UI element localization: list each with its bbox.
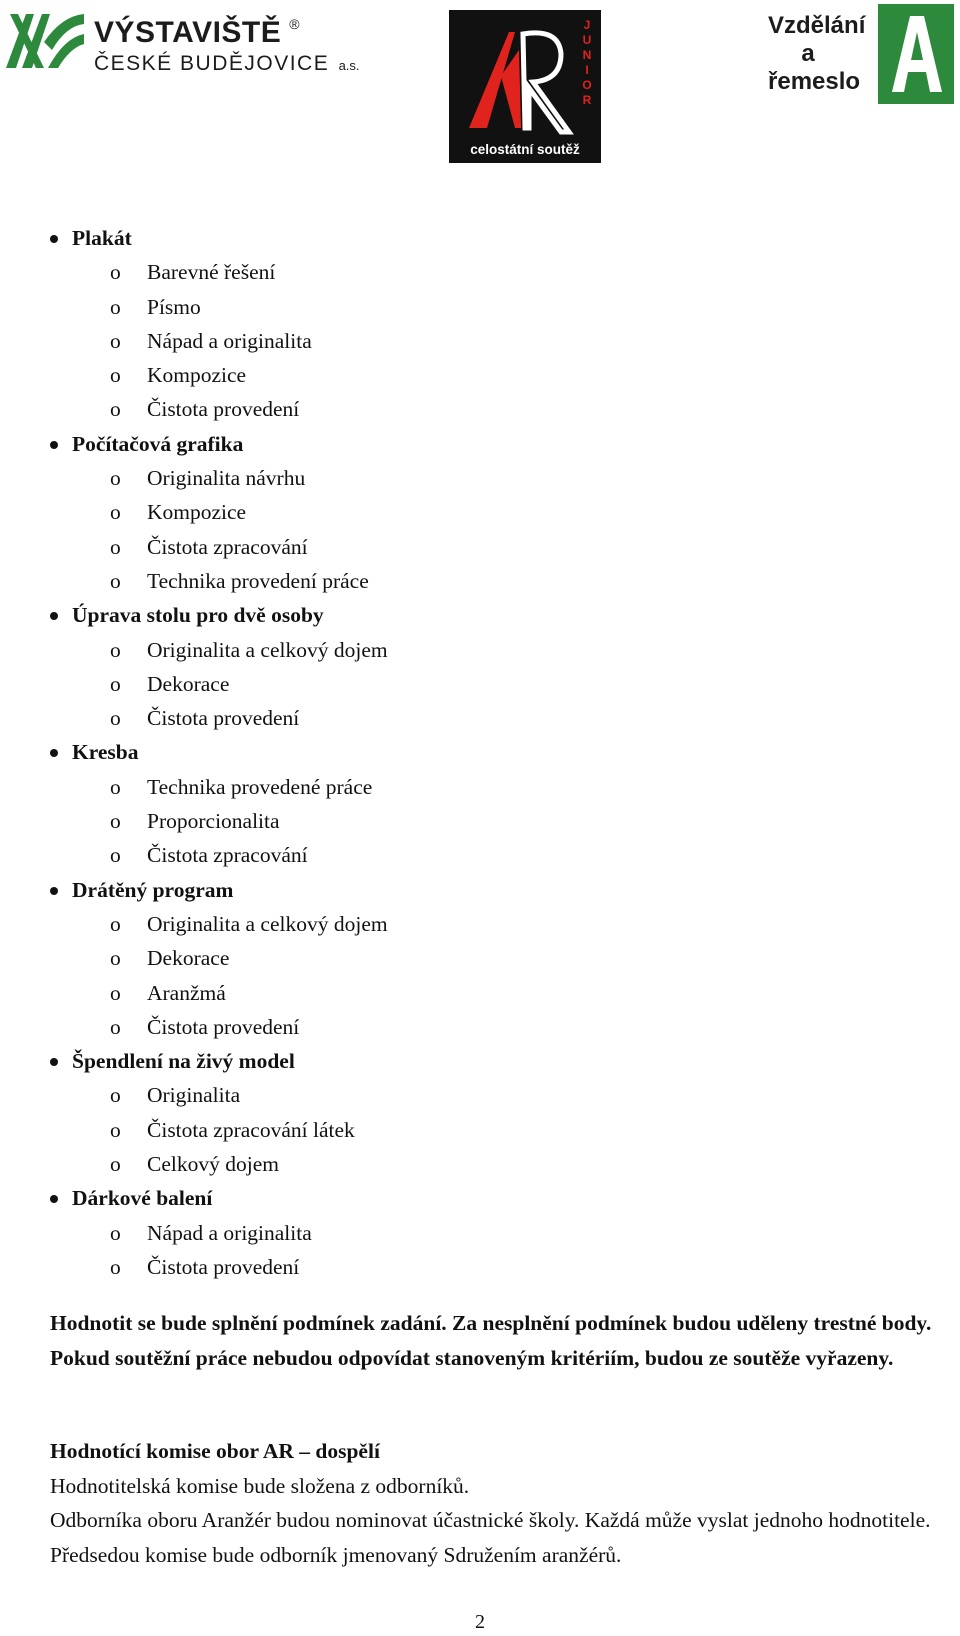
criteria-group-title: Úprava stolu pro dvě osoby [72, 603, 324, 628]
criteria-item [0, 770, 960, 804]
page-number: 2 [475, 1611, 485, 1633]
letter-a-icon [878, 4, 954, 104]
criteria-group [0, 598, 960, 632]
criteria-item-label: Technika provedení práce [147, 568, 369, 593]
sub-bullet-marker: o [110, 1152, 121, 1177]
commission-line1: Hodnotitelská komise bude složena z odborníků. [50, 1474, 470, 1498]
sub-bullet-marker: o [110, 466, 121, 491]
sub-bullet-marker: o [110, 1117, 121, 1142]
sub-bullet-marker: o [110, 500, 121, 525]
vr-line3: řemeslo [768, 68, 861, 95]
bullet-icon [50, 235, 58, 243]
criteria-item-label: Čistota provedení [147, 1014, 300, 1039]
criteria-item-label: Čistota provedení [147, 706, 300, 731]
criteria-item [0, 1113, 960, 1147]
criteria-item [0, 255, 960, 289]
page-header [0, 0, 960, 175]
vzdelani-remeslo-logo [768, 4, 954, 104]
criteria-item [0, 667, 960, 701]
criteria-item [0, 701, 960, 735]
criteria-group [0, 735, 960, 769]
criteria-item-label: Čistota zpracování [147, 843, 308, 868]
sub-bullet-marker: o [110, 946, 121, 971]
sub-bullet-marker: o [110, 911, 121, 936]
sub-bullet-marker: o [110, 980, 121, 1005]
criteria-group-title: Špendlení na živý model [72, 1049, 295, 1074]
sub-bullet-marker: o [110, 1254, 121, 1279]
vr-line2: a [801, 40, 815, 67]
criteria-item-label: Originalita návrhu [147, 466, 306, 491]
criteria-item-label: Proporcionalita [147, 809, 280, 834]
criteria-item [0, 804, 960, 838]
sub-bullet-marker: o [110, 397, 121, 422]
criteria-group [0, 1181, 960, 1215]
criteria-item [0, 976, 960, 1010]
criteria-item-label: Čistota zpracování [147, 534, 308, 559]
criteria-group-title: Dárkové balení [72, 1186, 213, 1211]
criteria-group [0, 427, 960, 461]
ar-monogram-icon [449, 10, 601, 163]
sub-bullet-marker: o [110, 1014, 121, 1039]
criteria-item-label: Aranžmá [147, 980, 226, 1005]
vr-green-box [878, 4, 954, 104]
criteria-item-label: Barevné řešení [147, 260, 276, 285]
criteria-group-title: Drátěný program [72, 877, 234, 902]
ar-caption: celostátní soutěž [470, 142, 580, 157]
criteria-group-title: Počítačová grafika [72, 431, 244, 456]
sub-bullet-marker: o [110, 809, 121, 834]
evaluation-note: Hodnotit se bude splnění podmínek zadání. Za nesplnění podmínek budou uděleny trestné body. Pokud soutěžní práce nebudou odpovídat stanoveným kritériím, budou ze soutěže vyřazeny. [50, 1311, 932, 1370]
criteria-item [0, 290, 960, 324]
sub-bullet-marker: o [110, 1083, 121, 1108]
criteria-item-label: Originalita a celkový dojem [147, 637, 388, 662]
criteria-item [0, 358, 960, 392]
sub-bullet-marker: o [110, 294, 121, 319]
ar-junior-logo [449, 10, 601, 163]
sub-bullet-marker: o [110, 774, 121, 799]
criteria-group [0, 221, 960, 255]
vystaviste-emblem-icon [4, 12, 86, 70]
criteria-item-label: Nápad a originalita [147, 328, 312, 353]
sub-bullet-marker: o [110, 1220, 121, 1245]
criteria-item [0, 1216, 960, 1250]
sub-bullet-marker: o [110, 328, 121, 353]
criteria-item [0, 564, 960, 598]
sub-bullet-marker: o [110, 843, 121, 868]
sub-bullet-marker: o [110, 568, 121, 593]
criteria-item [0, 1078, 960, 1112]
criteria-item [0, 530, 960, 564]
vystaviste-logo [4, 8, 360, 75]
criteria-list [0, 221, 960, 1284]
sub-bullet-marker: o [110, 534, 121, 559]
criteria-item [0, 1010, 960, 1044]
sub-bullet-marker: o [110, 260, 121, 285]
criteria-item-label: Originalita [147, 1083, 241, 1108]
criteria-item [0, 1147, 960, 1181]
criteria-group-title: Plakát [72, 226, 132, 250]
registered-mark: ® [289, 16, 301, 32]
ar-junior-text: J U N I O R [582, 18, 592, 107]
criteria-item [0, 461, 960, 495]
criteria-item [0, 633, 960, 667]
bullet-icon [50, 1058, 58, 1066]
criteria-item [0, 1250, 960, 1284]
sub-bullet-marker: o [110, 706, 121, 731]
sub-bullet-marker: o [110, 671, 121, 696]
criteria-item [0, 907, 960, 941]
sub-bullet-marker: o [110, 363, 121, 388]
criteria-item [0, 495, 960, 529]
sub-bullet-marker: o [110, 637, 121, 662]
criteria-item-label: Dekorace [147, 946, 230, 971]
bullet-icon [50, 749, 58, 757]
criteria-item [0, 324, 960, 358]
commission-title: Hodnotící komise obor AR – dospělí [50, 1439, 380, 1463]
criteria-item-label: Originalita a celkový dojem [147, 911, 388, 936]
criteria-item-label: Písmo [147, 294, 201, 319]
criteria-group-title: Kresba [72, 740, 139, 765]
criteria-item-label: Celkový dojem [147, 1152, 279, 1177]
criteria-item-label: Dekorace [147, 671, 230, 696]
criteria-item-label: Čistota zpracování látek [147, 1117, 355, 1142]
criteria-item-label: Čistota provedení [147, 1254, 300, 1279]
bullet-icon [50, 441, 58, 449]
bullet-icon [50, 612, 58, 620]
vr-line1: Vzdělání [768, 12, 866, 39]
vystaviste-name: VÝSTAVIŠTĚ [94, 16, 282, 49]
bullet-icon [50, 1195, 58, 1203]
bullet-icon [50, 887, 58, 895]
criteria-item [0, 392, 960, 426]
criteria-item [0, 838, 960, 872]
criteria-item [0, 941, 960, 975]
commission-paragraph: Odborníka oboru Aranžér budou nominovat účastnické školy. Každá může vyslat jednoho hodnotitele. Předsedou komise bude odborník jmenovaný Sdružením aranžérů. [50, 1508, 931, 1567]
criteria-item-label: Čistota provedení [147, 397, 300, 422]
criteria-item-label: Nápad a originalita [147, 1220, 312, 1245]
vystaviste-suffix: a.s. [338, 58, 360, 73]
criteria-item-label: Technika provedené práce [147, 774, 373, 799]
criteria-group [0, 873, 960, 907]
criteria-item-label: Kompozice [147, 363, 247, 388]
criteria-group [0, 1044, 960, 1078]
vystaviste-city: ČESKÉ BUDĚJOVICE [94, 52, 330, 75]
criteria-item-label: Kompozice [147, 500, 247, 525]
